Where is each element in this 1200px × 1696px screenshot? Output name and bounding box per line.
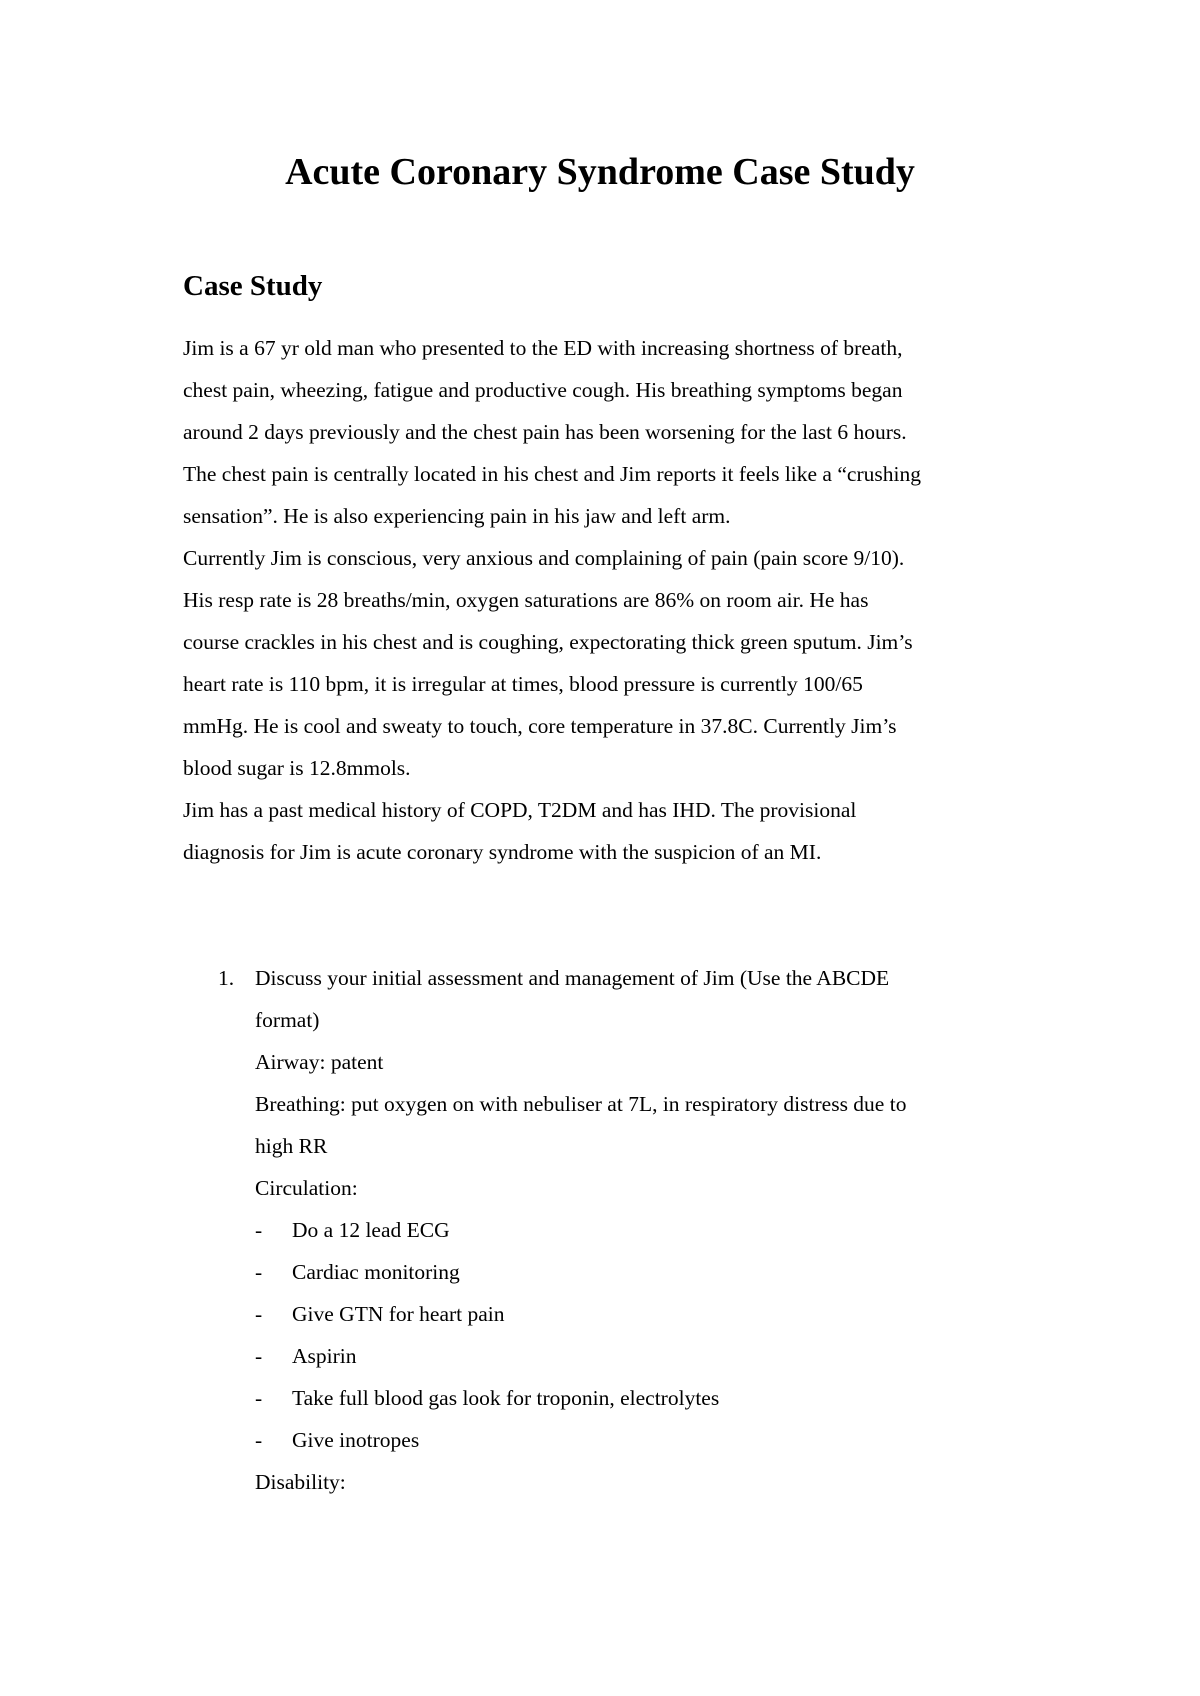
circulation-item: Give GTN for heart pain — [292, 1302, 505, 1326]
case-line: Jim is a 67 yr old man who presented to the ED with increasing shortness of breath, — [183, 336, 903, 360]
circulation-item: Take full blood gas look for troponin, electrolytes — [292, 1386, 720, 1410]
question-text: format) — [255, 1008, 320, 1032]
circulation-item: Aspirin — [292, 1344, 357, 1368]
case-line: Jim has a past medical history of COPD, T2DM and has IHD. The provisional — [183, 798, 857, 822]
airway-line: Airway: patent — [255, 1050, 384, 1074]
bullet-marker: - — [255, 1260, 263, 1284]
question-number: 1. — [218, 966, 235, 990]
case-line: The chest pain is centrally located in his chest and Jim reports it feels like a “crushing — [183, 462, 921, 486]
bullet-marker: - — [255, 1302, 263, 1326]
circulation-label: Circulation: — [255, 1176, 358, 1200]
bullet-marker: - — [255, 1386, 263, 1410]
case-line: His resp rate is 28 breaths/min, oxygen saturations are 86% on room air. He has — [183, 588, 869, 612]
breathing-line: Breathing: put oxygen on with nebuliser at 7L, in respiratory distress due to — [255, 1092, 907, 1116]
case-line: chest pain, wheezing, fatigue and productive cough. His breathing symptoms began — [183, 378, 903, 402]
case-line: mmHg. He is cool and sweaty to touch, core temperature in 37.8C. Currently Jim’s — [183, 714, 897, 738]
case-line: course crackles in his chest and is coughing, expectorating thick green sputum. Jim’s — [183, 630, 913, 654]
case-line: diagnosis for Jim is acute coronary syndrome with the suspicion of an MI. — [183, 840, 822, 864]
bullet-marker: - — [255, 1218, 263, 1242]
case-line: heart rate is 110 bpm, it is irregular at times, blood pressure is currently 100/65 — [183, 672, 863, 696]
bullet-marker: - — [255, 1344, 263, 1368]
question-text: Discuss your initial assessment and management of Jim (Use the ABCDE — [255, 966, 890, 990]
disability-label: Disability: — [255, 1470, 346, 1494]
document-title: Acute Coronary Syndrome Case Study — [285, 151, 915, 193]
circulation-item: Give inotropes — [292, 1428, 420, 1452]
circulation-item: Cardiac monitoring — [292, 1260, 460, 1284]
circulation-item: Do a 12 lead ECG — [292, 1218, 450, 1242]
case-line: Currently Jim is conscious, very anxious and complaining of pain (pain score 9/10). — [183, 546, 905, 570]
case-line: sensation”. He is also experiencing pain in his jaw and left arm. — [183, 504, 731, 528]
breathing-line: high RR — [255, 1134, 328, 1158]
case-line: blood sugar is 12.8mmols. — [183, 756, 411, 780]
case-line: around 2 days previously and the chest pain has been worsening for the last 6 hours. — [183, 420, 907, 444]
section-heading: Case Study — [183, 270, 323, 302]
bullet-marker: - — [255, 1428, 263, 1452]
